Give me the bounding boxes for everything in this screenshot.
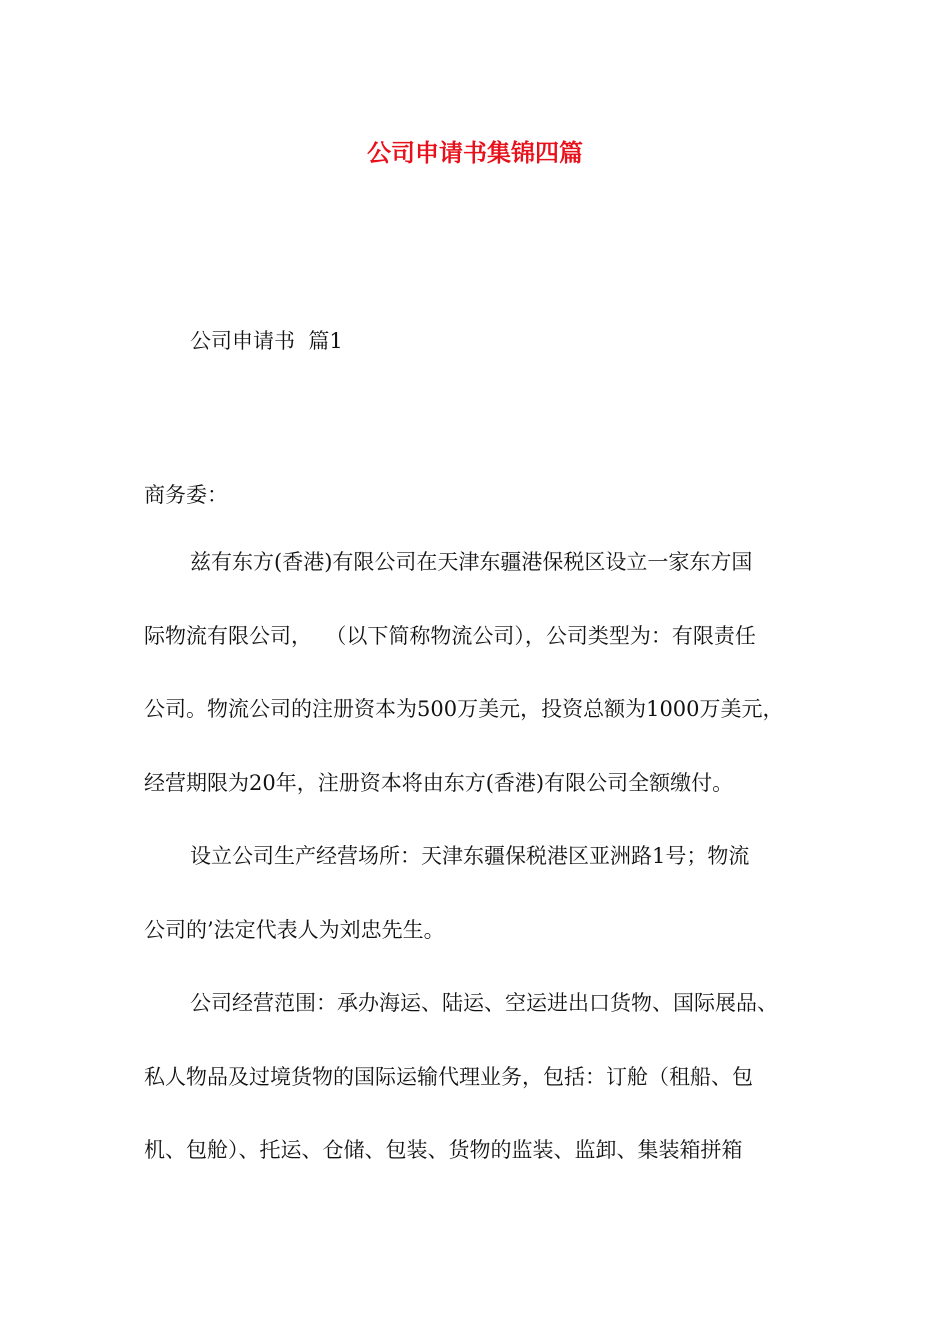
- paragraph-line: 际物流有限公司， （以下简称物流公司），公司类型为：有限责任: [144, 623, 756, 648]
- paragraph-line: 设立公司生产经营场所：天津东疆保税港区亚洲路1号；物流: [190, 844, 750, 868]
- section-heading: 公司申请书 篇1: [190, 329, 343, 353]
- paragraph-line: 私人物品及过境货物的国际运输代理业务，包括：订舱（租船、包: [144, 1064, 753, 1089]
- body-text: [144, 547, 824, 1209]
- paragraph-line: 经营期限为20年，注册资本将由东方(香港)有限公司全额缴付。: [144, 770, 734, 795]
- salutation: 商务委：: [144, 483, 228, 507]
- paragraph-line: 公司经营范围：承办海运、陆运、空运进出口货物、国际展品、: [190, 991, 778, 1015]
- document-title: 公司申请书集锦四篇: [367, 139, 583, 167]
- paragraph-line: 机、包舱）、托运、仓储、包装、货物的监装、监卸、集装箱拼箱: [144, 1138, 743, 1162]
- paragraph-line: 兹有东方(香港)有限公司在天津东疆港保税区设立一家东方国: [190, 550, 753, 574]
- paragraph-line: 公司的’法定代表人为刘忠先生。: [144, 917, 445, 942]
- paragraph-line: 公司。物流公司的注册资本为500万美元，投资总额为1000万美元，: [144, 697, 784, 721]
